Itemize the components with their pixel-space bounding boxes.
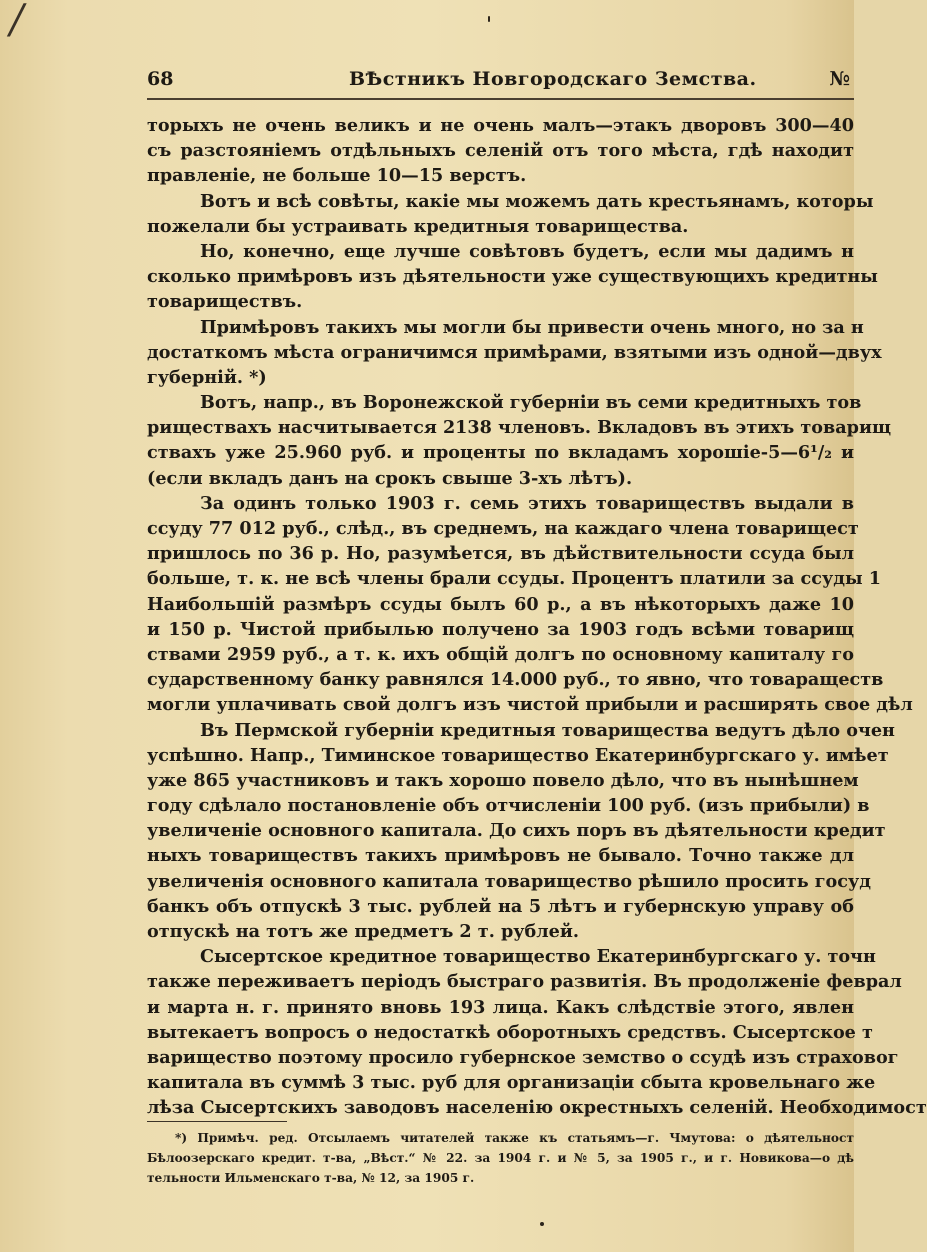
- text-line: ныхъ товариществъ такихъ примѣровъ не бывало. Точно также дл: [147, 845, 854, 867]
- text-line: ствами 2959 руб., а т. к. ихъ общій долгъ по основному капиталу го: [147, 643, 854, 665]
- text-line: также переживаетъ періодъ быстраго развитія. Въ продолженіе феврал: [147, 971, 902, 993]
- text-line: риществахъ насчитывается 2138 членовъ. Вкладовъ въ этихъ товарищ: [147, 417, 892, 439]
- text-line: отпускѣ на тотъ же предметъ 2 т. рублей.: [147, 921, 580, 942]
- header-rule: [147, 98, 854, 100]
- text-line: увеличенія основного капитала товарищество рѣшило просить госуд: [147, 870, 871, 892]
- text-line: варищество поэтому просило губернское земство о ссудѣ изъ страховог: [147, 1046, 899, 1068]
- text-line: увеличеніе основного капитала. До сихъ поръ въ дѣятельности кредит: [147, 820, 886, 842]
- text-line: Сысертское кредитное товарищество Екатеринбургскаго у. точн: [200, 946, 876, 968]
- text-line: вытекаетъ вопросъ о недостаткѣ оборотныхъ средствъ. Сысертское т: [147, 1021, 873, 1043]
- text-line: уже 865 участниковъ и такъ хорошо повело дѣло, что въ нынѣшнем: [147, 769, 859, 791]
- text-line: году сдѣлало постановленіе объ отчисленіи 100 руб. (изъ прибыли) в: [147, 795, 870, 817]
- text-line: Наибольшій размѣръ ссуды былъ 60 р., а въ нѣкоторыхъ даже 10: [147, 593, 854, 615]
- text-line: Въ Пермской губерніи кредитныя товарищества ведутъ дѣло очен: [200, 719, 895, 741]
- footnote-rule: [147, 1121, 287, 1122]
- ink-speck: [488, 16, 490, 22]
- text-line: Вотъ и всѣ совѣты, какіе мы можемъ дать крестьянамъ, которы: [200, 190, 874, 212]
- text-line: торыхъ не очень великъ и не очень малъ—этакъ дворовъ 300—40: [147, 115, 854, 136]
- text-line: правленіе, не больше 10—15 верстъ.: [147, 165, 527, 187]
- issue-mark: №: [829, 68, 850, 90]
- text-line: капитала въ суммѣ 3 тыс. руб для организаціи сбыта кровельнаго же: [147, 1072, 876, 1094]
- page-number: 68: [147, 68, 174, 90]
- text-line: За одинъ только 1903 г. семь этихъ товариществъ выдали в: [200, 492, 854, 514]
- running-header: [147, 68, 854, 96]
- footnote-line: тельности Ильменскаго т-ва, № 12, за 1905 г.: [147, 1171, 475, 1185]
- text-line: и марта н. г. принято вновь 193 лица. Какъ слѣдствіе этого, явлен: [147, 996, 854, 1018]
- text-line: съ разстояніемъ отдѣльныхъ селеній отъ того мѣста, гдѣ находит: [147, 140, 854, 162]
- footnote-line: Бѣлоозерскаго кредит. т-ва, „Вѣст.“ № 22. за 1904 г. и № 5, за 1905 г., и г. Новикова—о дѣ: [147, 1151, 854, 1165]
- text-line: лѣза Сысертскихъ заводовъ населенію окрестныхъ селеній. Необходимост: [147, 1097, 927, 1119]
- text-line: успѣшно. Напр., Тиминское товарищество Екатеринбургскаго у. имѣет: [147, 744, 889, 766]
- text-line: (если вкладъ данъ на срокъ свыше 3-хъ лѣтъ).: [147, 467, 633, 489]
- text-line: ствахъ уже 25.960 руб. и проценты по вкладамъ хорошіе-5—6¹/₂ и: [147, 442, 854, 464]
- text-line: больше, т. к. не всѣ члены брали ссуды. Процентъ платили за ссуды 1: [147, 568, 881, 590]
- journal-title: ВѢстникъ Новгородскаго Земства.: [349, 68, 757, 90]
- text-line: и 150 р. Чистой прибылью получено за 1903 годъ всѣми товарищ: [147, 618, 854, 640]
- text-line: товариществъ.: [147, 291, 303, 313]
- text-line: Но, конечно, еще лучше совѣтовъ будетъ, если мы дадимъ н: [200, 240, 854, 262]
- text-line: ссуду 77 012 руб., слѣд., въ среднемъ, на каждаго члена товарищест: [147, 518, 859, 539]
- text-line: могли уплачивать свой долгъ изъ чистой прибыли и расширять свое дѣл: [147, 694, 913, 716]
- text-line: пожелали бы устраивать кредитныя товарищества.: [147, 215, 689, 237]
- footnote-line: *) Примѣч. ред. Отсылаемъ читателей также къ статьямъ—г. Чмутова: о дѣятельност: [175, 1131, 854, 1145]
- text-line: Вотъ, напр., въ Воронежской губерніи въ семи кредитныхъ тов: [200, 392, 862, 414]
- article-body: [147, 113, 927, 1119]
- text-line: Примѣровъ такихъ мы могли бы привести очень много, но за н: [200, 316, 864, 338]
- text-line: губерній. *): [147, 366, 267, 388]
- ink-speck: [540, 1222, 544, 1226]
- text-line: достаткомъ мѣста ограничимся примѣрами, взятыми изъ одной—двух: [147, 341, 882, 363]
- text-line: сколько примѣровъ изъ дѣятельности уже существующихъ кредитны: [147, 266, 878, 288]
- pencil-mark-icon: /: [10, 0, 24, 43]
- text-line: пришлось по 36 р. Но, разумѣется, въ дѣйствительности ссуда был: [147, 543, 854, 565]
- footnote: [147, 1128, 854, 1192]
- text-line: банкъ объ отпускѣ 3 тыс. рублей на 5 лѣтъ и губернскую управу об: [147, 895, 854, 917]
- text-line: сударственному банку равнялся 14.000 руб., то явно, что товараществ: [147, 669, 884, 691]
